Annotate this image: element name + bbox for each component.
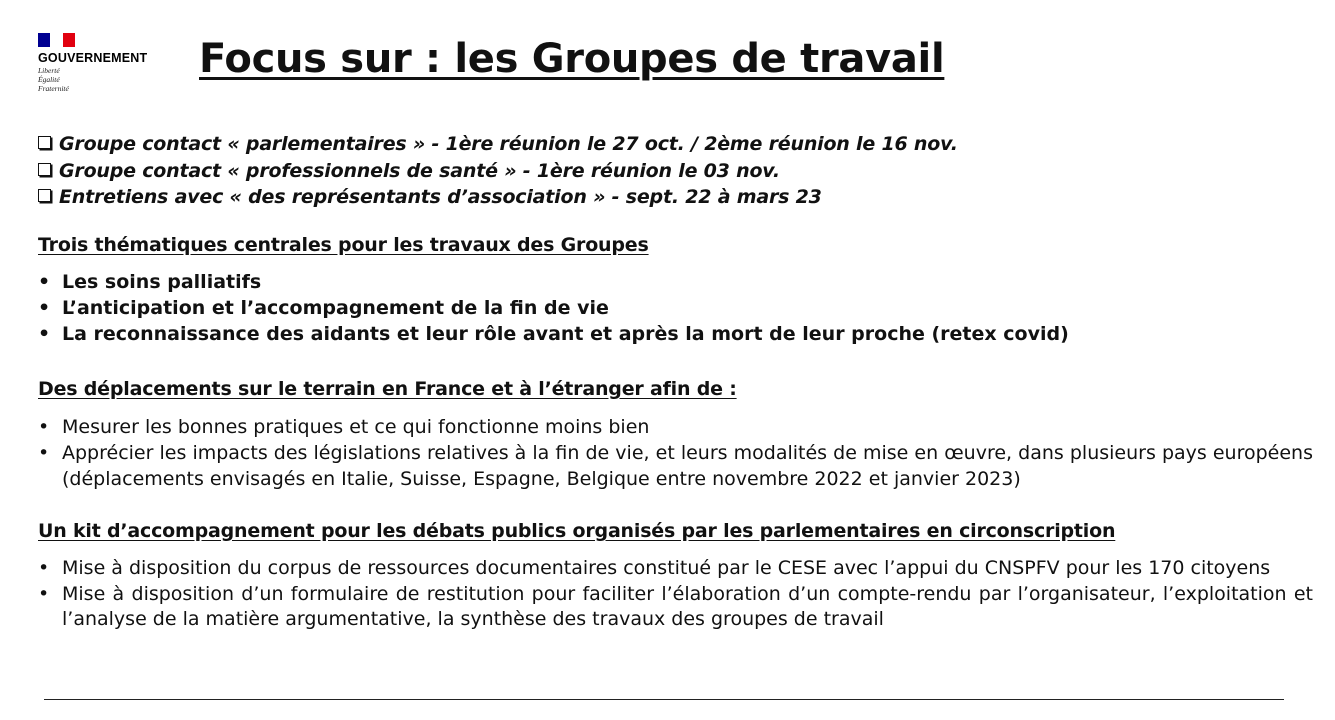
bullet-item: • Les soins palliatifs xyxy=(38,269,1313,295)
checkbox-icon xyxy=(38,189,51,202)
bullet-item: • Apprécier les impacts des législations relatives à la fin de vie, et leurs modalités de mise en œuvre, dans plusieurs pays européens (déplacements envisagés en Italie, Suisse, Espagne, Belgique entre novembre 2022 et janvier 2023) xyxy=(38,440,1313,492)
bullet-item: • Mesurer les bonnes pratiques et ce qui fonctionne moins bien xyxy=(38,414,1313,440)
bullet-list xyxy=(38,556,1313,633)
section-kit xyxy=(38,519,1313,633)
bullet-item: • La reconnaissance des aidants et leur rôle avant et après la mort de leur proche (retex covid) xyxy=(38,321,1313,347)
checkbox-icon xyxy=(38,136,51,149)
motto-line: Liberté xyxy=(38,66,60,75)
section-heading: Des déplacements sur le terrain en France et à l’étranger afin de : xyxy=(38,378,737,400)
motto-line: Égalité xyxy=(38,75,60,84)
government-logo xyxy=(38,33,168,93)
contact-group-text: Entretiens avec « des représentants d’association » - sept. 22 à mars 23 xyxy=(59,186,822,208)
motto xyxy=(38,66,168,93)
bullet-item: • Mise à disposition d’un formulaire de restitution pour faciliter l’élaboration d’un compte-rendu par l’organisateur, l’exploitation et l’analyse de la matière argumentative, la synthèse des travaux des groupes de travail xyxy=(38,582,1313,633)
section-deplacements xyxy=(38,377,1313,492)
motto-line: Fraternité xyxy=(38,84,69,93)
contact-group-item xyxy=(38,158,958,185)
bullet-list xyxy=(38,414,1313,492)
contact-group-item xyxy=(38,184,958,211)
contact-group-list xyxy=(38,131,958,211)
section-heading: Trois thématiques centrales pour les travaux des Groupes xyxy=(38,234,649,256)
section-heading: Un kit d’accompagnement pour les débats publics organisés par les parlementaires en circonscription xyxy=(38,520,1116,542)
contact-group-text: Groupe contact « professionnels de santé » - 1ère réunion le 03 nov. xyxy=(59,159,780,182)
checkbox-icon xyxy=(38,163,51,176)
bullet-list xyxy=(38,269,1313,347)
marianne-flag-icon xyxy=(38,33,75,47)
footer-divider xyxy=(44,699,1284,700)
page-title: Focus sur : les Groupes de travail xyxy=(199,36,945,82)
bullet-item: • Mise à disposition du corpus de ressources documentaires constitué par le CESE avec l’appui du CNSPFV pour les 170 citoyens xyxy=(38,556,1313,582)
section-thematiques xyxy=(38,233,1313,347)
bullet-item: • L’anticipation et l’accompagnement de la fin de vie xyxy=(38,295,1313,321)
org-name: GOUVERNEMENT xyxy=(38,51,148,65)
contact-group-text: Groupe contact « parlementaires » - 1ère réunion le 27 oct. / 2ème réunion le 16 nov. xyxy=(59,133,958,155)
contact-group-item xyxy=(38,131,958,158)
